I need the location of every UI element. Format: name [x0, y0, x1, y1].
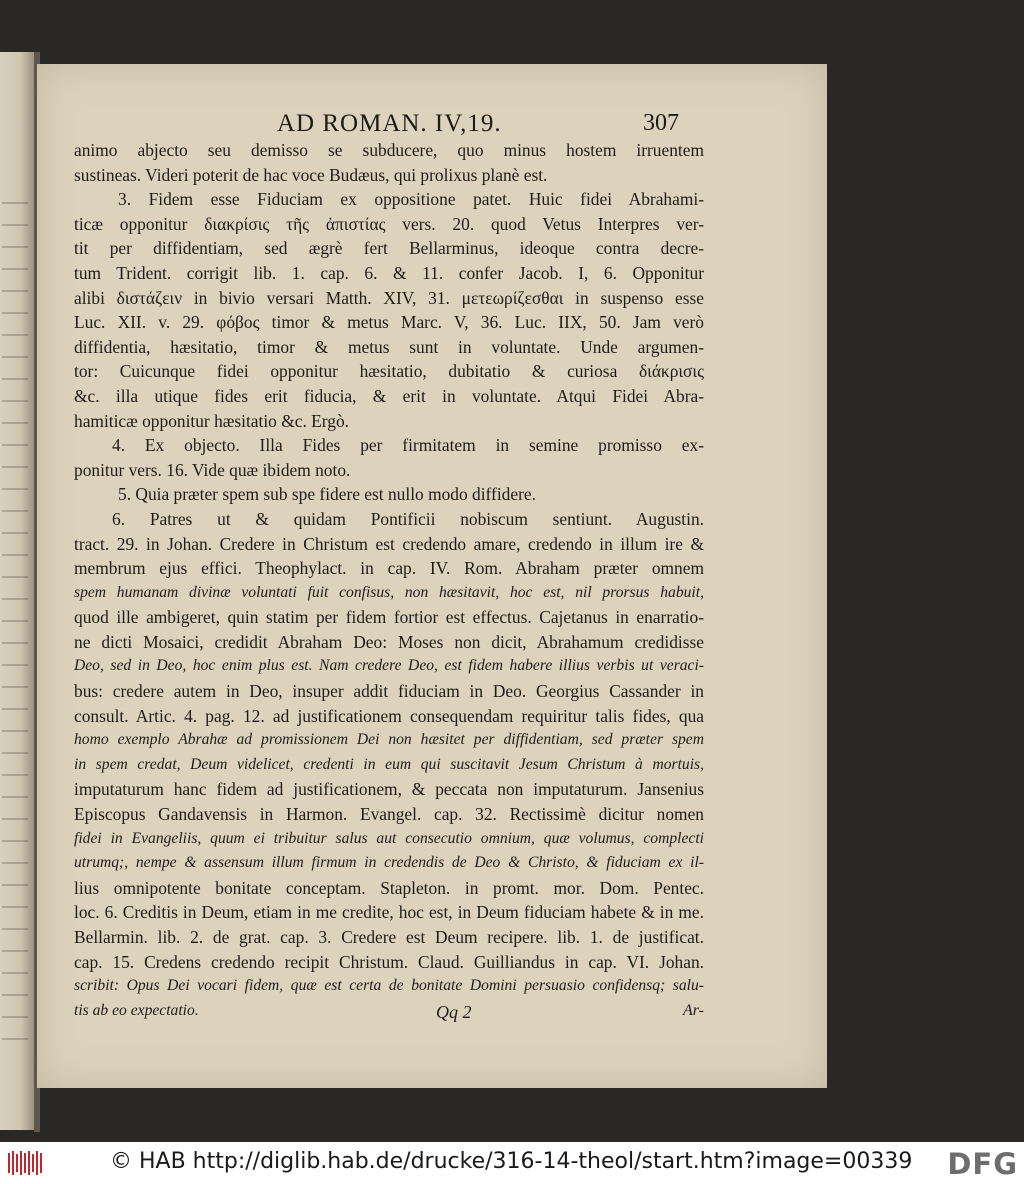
text-line: quod ille ambigeret, quin statim per fidem fortior est effectus. Cajetanus in enarratio-: [74, 607, 704, 628]
text-line: Episcopus Gandavensis in Harmon. Evangel. cap. 32. Rectissimè dicitur nomen: [74, 804, 704, 825]
text-line: ticæ opponitur διακρίσις τῆς ἀπιστίας vers. 20. quod Vetus Interpres ver-: [74, 213, 704, 234]
text-line: consult. Artic. 4. pag. 12. ad justificationem consequendam requiritur talis fides, qua: [74, 705, 704, 726]
text-line: 4. Ex objecto. Illa Fides per firmitatem in semine promisso ex-: [112, 435, 704, 456]
catchword: Ar-: [682, 1002, 704, 1019]
text-line: hamiticæ opponitur hæsitatio &c. Ergò.: [74, 410, 350, 431]
text-line: sustineas. Videri poterit de hac voce Budæus, qui prolixus planè est.: [74, 164, 548, 185]
text-line: Luc. XII. v. 29. φόβος timor & metus Marc. V, 36. Luc. IIX, 50. Jam verò: [74, 312, 704, 333]
text-line: tis ab eo expectatio.: [74, 1001, 199, 1019]
text-line: tit per diffidentiam, sed ægrè fert Bellarminus, ideoque contra decre-: [74, 238, 704, 259]
text-line: bus: credere autem in Deo, insuper addit fiduciam in Deo. Georgius Cassander in: [74, 681, 704, 702]
text-line: cap. 15. Credens credendo recipit Christum. Claud. Guilliandus in cap. VI. Johan.: [74, 951, 704, 972]
text-line: alibi διστάζειν in bivio versari Matth. XIV, 31. μετεωρίζεσθαι in suspenso esse: [74, 287, 704, 308]
text-line: &c. illa utique fides erit fiducia, & erit in voluntate. Atqui Fidei Abra-: [74, 385, 704, 406]
text-line: imputaturum hanc fidem ad justificationem, & peccata non imputaturum. Jansenius: [74, 779, 704, 800]
text-line: 6. Patres ut & quidam Pontificii nobiscum sentiunt. Augustin.: [112, 508, 704, 529]
text-line: tum Trident. corrigit lib. 1. cap. 6. & 11. confer Jacob. I, 6. Opponitur: [74, 262, 704, 283]
text-line: fidei in Evangeliis, quum ei tribuitur salus aut consecutio omnium, quæ volumus, complecti: [74, 829, 704, 847]
text-line: scribit: Opus Dei vocari fidem, quæ est certa de bonitate Domini persuasio confidensq; salu-: [74, 977, 704, 995]
text-line: membrum ejus effici. Theophylact. in cap. IV. Rom. Abraham præter omnem: [74, 558, 704, 579]
text-line: loc. 6. Creditis in Deum, etiam in me credite, hoc est, in Deum fiduciam habete & in me.: [74, 902, 704, 923]
scanned-page: [37, 64, 827, 1088]
copyright-link[interactable]: © HAB http://diglib.hab.de/drucke/316-14-theol/start.htm?image=00339: [110, 1149, 913, 1174]
footer-bar: [0, 1142, 1024, 1184]
text-line: ne dicti Mosaici, credidit Abraham Deo: Moses non dicit, Abrahamum credidisse: [74, 631, 704, 652]
text-line: utrumq;, nempe & assensum illum firmum in credendis de Deo & Christo, & fiduciam ex il-: [74, 854, 704, 872]
hab-logo-icon: [6, 1149, 46, 1177]
signature-mark: Qq 2: [436, 1002, 472, 1022]
text-line: homo exemplo Abrahæ ad promissionem Dei non hæsitet per diffidentiam, sed præter spem: [74, 731, 704, 749]
page-foot: [74, 1002, 704, 1028]
running-head: [37, 110, 827, 140]
text-line: Deo, sed in Deo, hoc enim plus est. Nam credere Deo, est fidem habere illius verbis ut veraci-: [74, 657, 704, 675]
dfg-logo: DFG: [947, 1147, 1018, 1181]
page-number: 307: [643, 110, 679, 136]
text-line: in spem credat, Deum videlicet, credenti in eum qui suscitavit Jesum Christum à mortuis,: [74, 755, 704, 773]
previous-page-edge: [0, 52, 34, 1130]
text-line: diffidentia, hæsitatio, timor & metus sunt in voluntate. Unde argumen-: [74, 336, 704, 357]
text-line: lius omnipotente bonitate conceptam. Stapleton. in promt. mor. Dom. Pentec.: [74, 877, 704, 898]
running-head-title: AD ROMAN. IV,19.: [277, 110, 502, 137]
text-line: tract. 29. in Johan. Credere in Christum est credendo amare, credendo in illum ire &: [74, 533, 704, 554]
text-line: Bellarmin. lib. 2. de grat. cap. 3. Credere est Deum recipere. lib. 1. de justificat.: [74, 927, 704, 947]
body-text: [74, 138, 704, 1023]
text-line: ponitur vers. 16. Vide quæ ibidem noto.: [74, 459, 351, 480]
previous-page-text-lines: [2, 202, 28, 1042]
text-line: animo abjecto seu demisso se subducere, quo minus hostem irruentem: [74, 140, 704, 160]
text-line: 3. Fidem esse Fiduciam ex oppositione patet. Huic fidei Abrahami-: [118, 189, 704, 210]
text-line: tor: Cuicunque fidei opponitur hæsitatio, dubitatio & curiosa διάκρισις: [74, 361, 704, 382]
text-line: 5. Quia præter spem sub spe fidere est nullo modo diffidere.: [118, 484, 536, 505]
text-line: spem humanam divinæ voluntati fuit confisus, non hæsitavit, hoc est, nil prorsus habuit,: [74, 583, 704, 601]
